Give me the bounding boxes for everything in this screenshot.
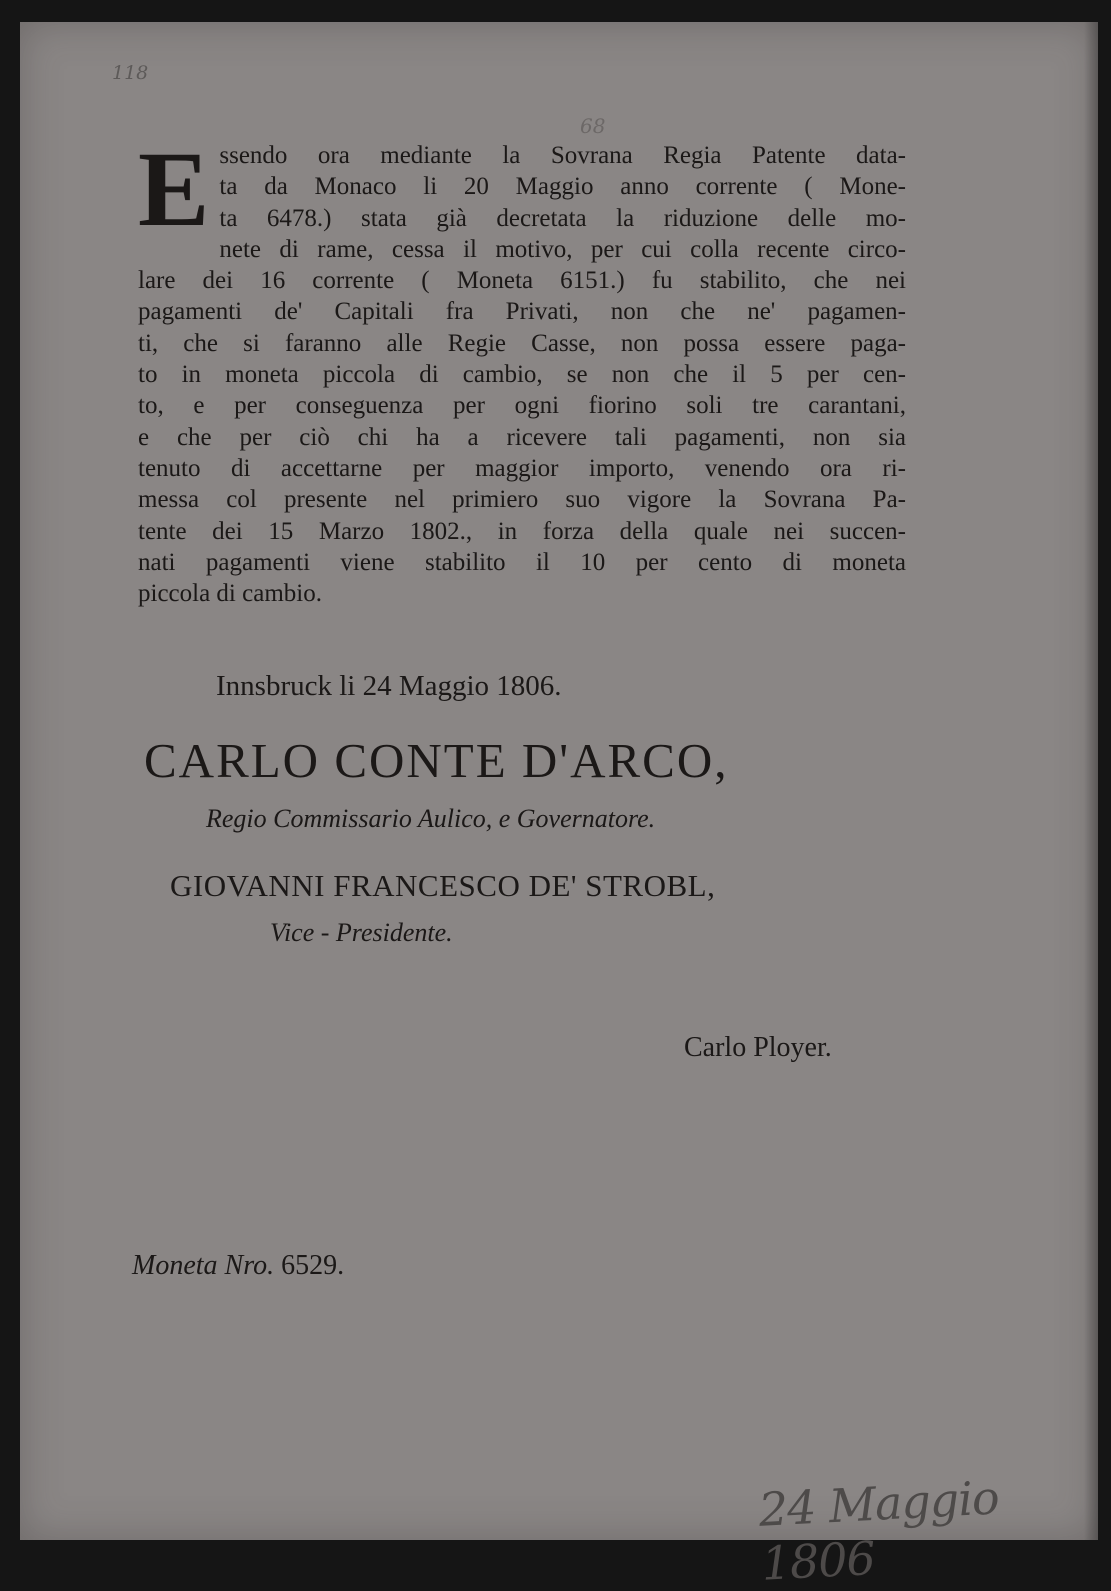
- decree-line: tenuto di accettarne per maggior importo, venendo ora ri-: [138, 454, 906, 482]
- reference-label: Moneta Nro.: [132, 1250, 275, 1281]
- handwritten-date-annotation: 24 Maggio 1806: [757, 1470, 1000, 1591]
- decree-line: messa col presente nel primiero suo vigore la Sovrana Pa-: [138, 486, 906, 514]
- decree-line: to in moneta piccola di cambio, se non che il 5 per cen-: [138, 361, 906, 389]
- decree-line: ta 6478.) stata già decretata la riduzione delle mo-: [219, 204, 906, 232]
- decree-line: piccola di cambio.: [138, 580, 322, 608]
- vice-president-name: GIOVANNI FRANCESCO DE' STROBL,: [170, 868, 716, 903]
- decree-line: to, e per conseguenza per ogni fiorino soli tre carantani,: [138, 392, 906, 420]
- decree-line: tente dei 15 Marzo 1802., in forza della quale nei succen-: [138, 517, 906, 545]
- document-sheet: [20, 22, 1098, 1591]
- decree-line: e che per ciò chi ha a ricevere tali pagamenti, non sia: [138, 423, 906, 451]
- decree-body: [138, 131, 906, 609]
- decree-line: lare dei 16 corrente ( Moneta 6151.) fu stabilito, che nei: [138, 267, 906, 295]
- place-date: Innsbruck li 24 Maggio 1806.: [216, 670, 562, 702]
- secretary-name: Carlo Ployer.: [684, 1032, 832, 1063]
- vice-president-title: Vice - Presidente.: [270, 918, 453, 947]
- moneta-reference: [132, 1250, 344, 1282]
- decree-line: nati pagamenti viene stabilito il 10 per cento di moneta: [138, 548, 906, 576]
- decree-line: ta da Monaco li 20 Maggio anno corrente ( Mone-: [219, 173, 906, 201]
- pencil-mark-annotation: 68: [580, 114, 606, 138]
- reference-number: 6529.: [281, 1250, 345, 1281]
- archive-number-annotation: 118: [112, 62, 149, 84]
- decree-line: ti, che si faranno alle Regie Casse, non possa essere paga-: [138, 329, 906, 357]
- decree-line: ssendo ora mediante la Sovrana Regia Patente data-: [219, 142, 906, 169]
- drop-cap: E: [138, 131, 210, 249]
- decree-line: nete di rame, cessa il motivo, per cui colla recente circo-: [219, 235, 906, 263]
- governor-name: CARLO CONTE D'ARCO,: [144, 733, 729, 788]
- governor-title: Regio Commissario Aulico, e Governatore.: [206, 804, 656, 833]
- decree-line: pagamenti de' Capitali fra Privati, non che ne' pagamen-: [138, 298, 906, 326]
